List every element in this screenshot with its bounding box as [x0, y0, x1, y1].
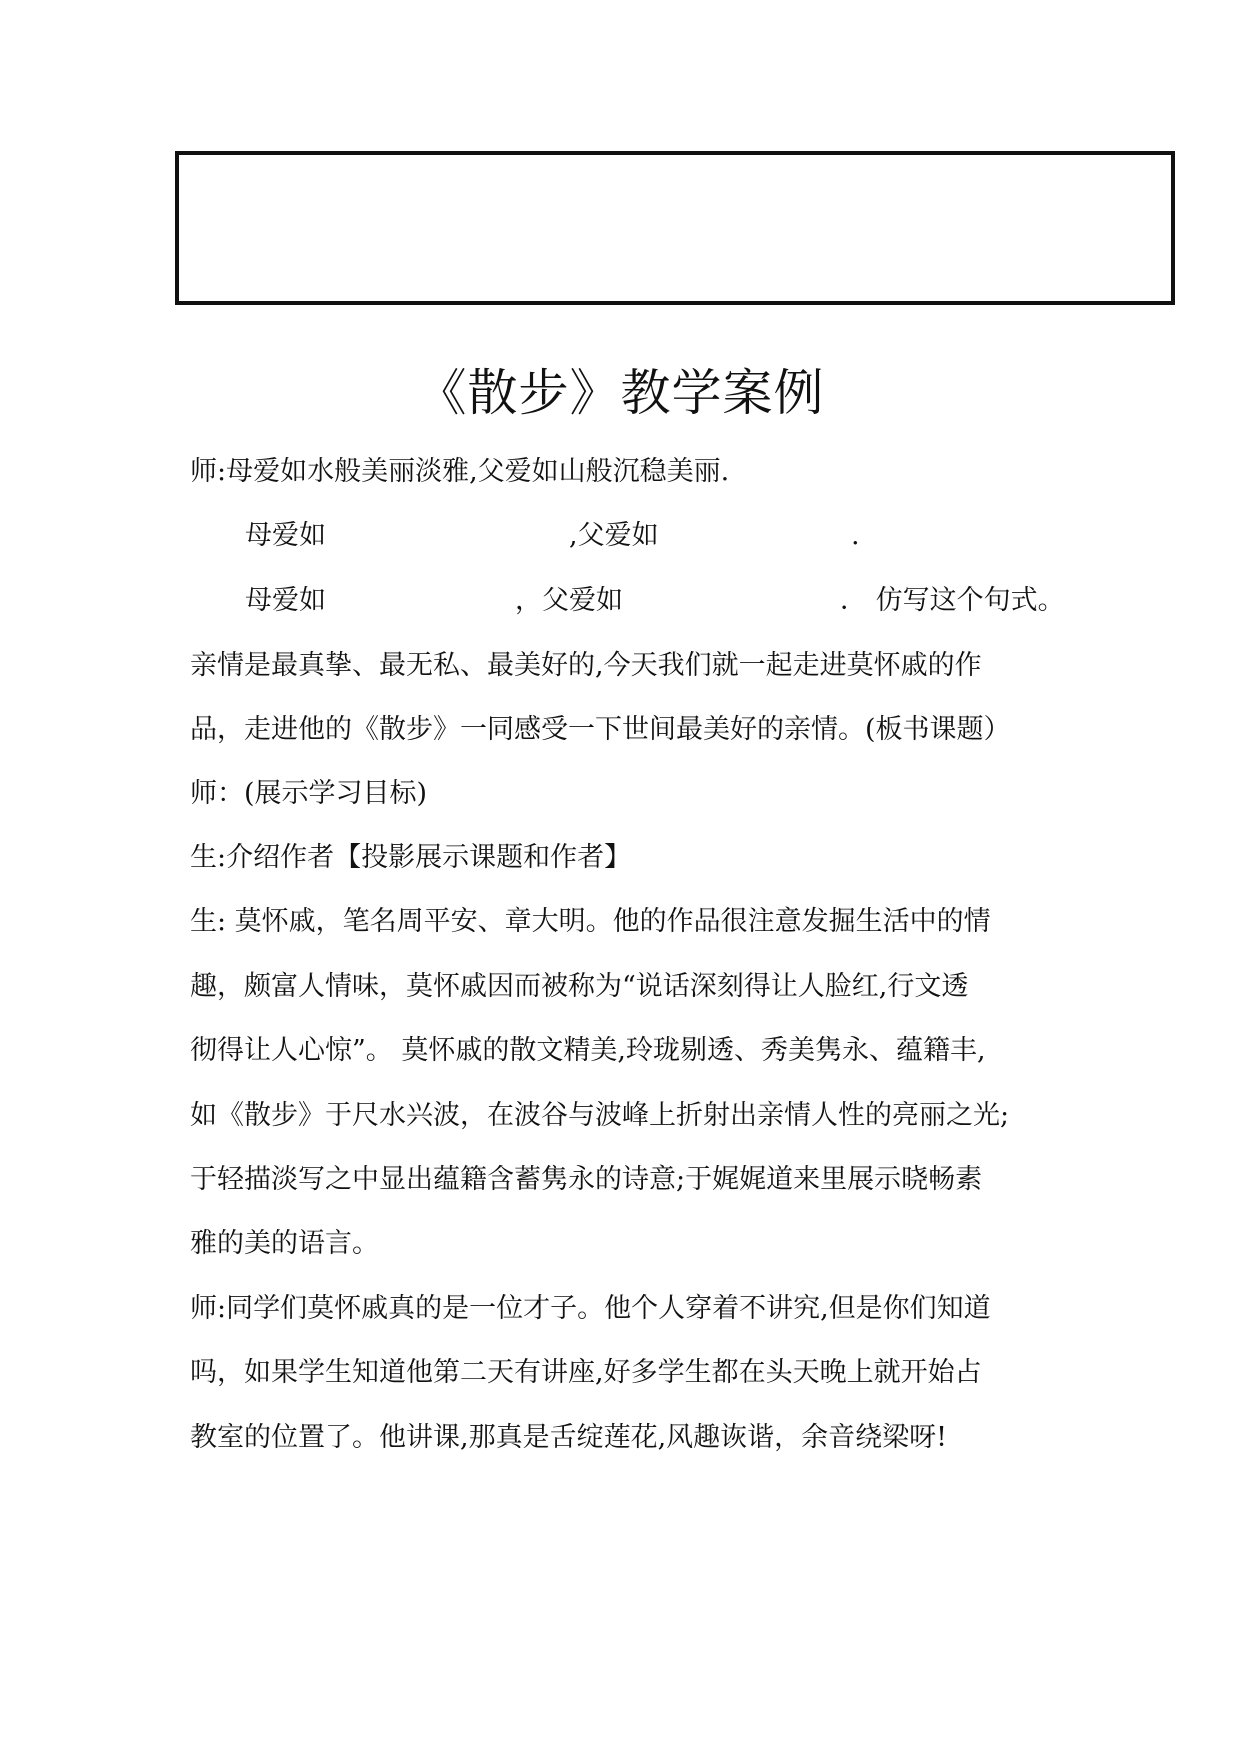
paragraph-line-13: 吗，如果学生知道他第二天有讲座,好多学生都在头天晚上就开始占 [190, 1357, 982, 1388]
paragraph-line-11: 雅的美的语言。 [190, 1228, 379, 1259]
paragraph-line-7: 趣，颇富人情味，莫怀戚因而被称为“说话深刻得让人脸红,行文透 [190, 971, 969, 1002]
paragraph-line-3: 品，走进他的《散步》一同感受一下世间最美好的亲情。(板书课题） [190, 714, 1011, 745]
fill-in-2-part-a: 母爱如 [245, 585, 326, 616]
fill-in-2-part-c: ． 仿写这个句式。 [840, 585, 1065, 616]
document-title: 《散步》教学案例 [416, 364, 825, 422]
fill-in-1-part-a: 母爱如 [245, 520, 326, 551]
paragraph-line-2: 亲情是最真挚、最无私、最美好的,今天我们就一起走进莫怀戚的作 [190, 650, 982, 681]
paragraph-line-6: 生: 莫怀戚，笔名周平安、章大明。他的作品很注意发掘生活中的情 [190, 906, 991, 937]
paragraph-line-14: 教室的位置了。他讲课,那真是舌绽莲花,风趣诙谐，余音绕梁呀! [190, 1422, 948, 1453]
paragraph-line-4: 师：(展示学习目标) [190, 778, 428, 809]
paragraph-line-10: 于轻描淡写之中显出蕴籍含蓄隽永的诗意;于娓娓道来里展示晓畅素 [190, 1164, 983, 1195]
paragraph-line-1: 师:母爱如水般美丽淡雅,父爱如山般沉稳美丽. [190, 456, 730, 487]
paragraph-line-12: 师:同学们莫怀戚真的是一位才子。他个人穿着不讲究,但是你们知道 [190, 1293, 991, 1324]
header-box [175, 151, 1175, 305]
fill-in-1-part-c: . [851, 520, 860, 551]
paragraph-line-8: 彻得让人心惊”。 莫怀戚的散文精美,玲珑剔透、秀美隽永、蕴籍丰, [190, 1035, 986, 1066]
fill-in-2-part-b: ，父爱如 [515, 585, 623, 616]
paragraph-line-5: 生:介绍作者【投影展示课题和作者】 [190, 842, 632, 873]
paragraph-line-9: 如《散步》于尺水兴波，在波谷与波峰上折射出亲情人性的亮丽之光; [190, 1100, 1010, 1131]
fill-in-1-part-b: ,父爱如 [569, 520, 659, 551]
